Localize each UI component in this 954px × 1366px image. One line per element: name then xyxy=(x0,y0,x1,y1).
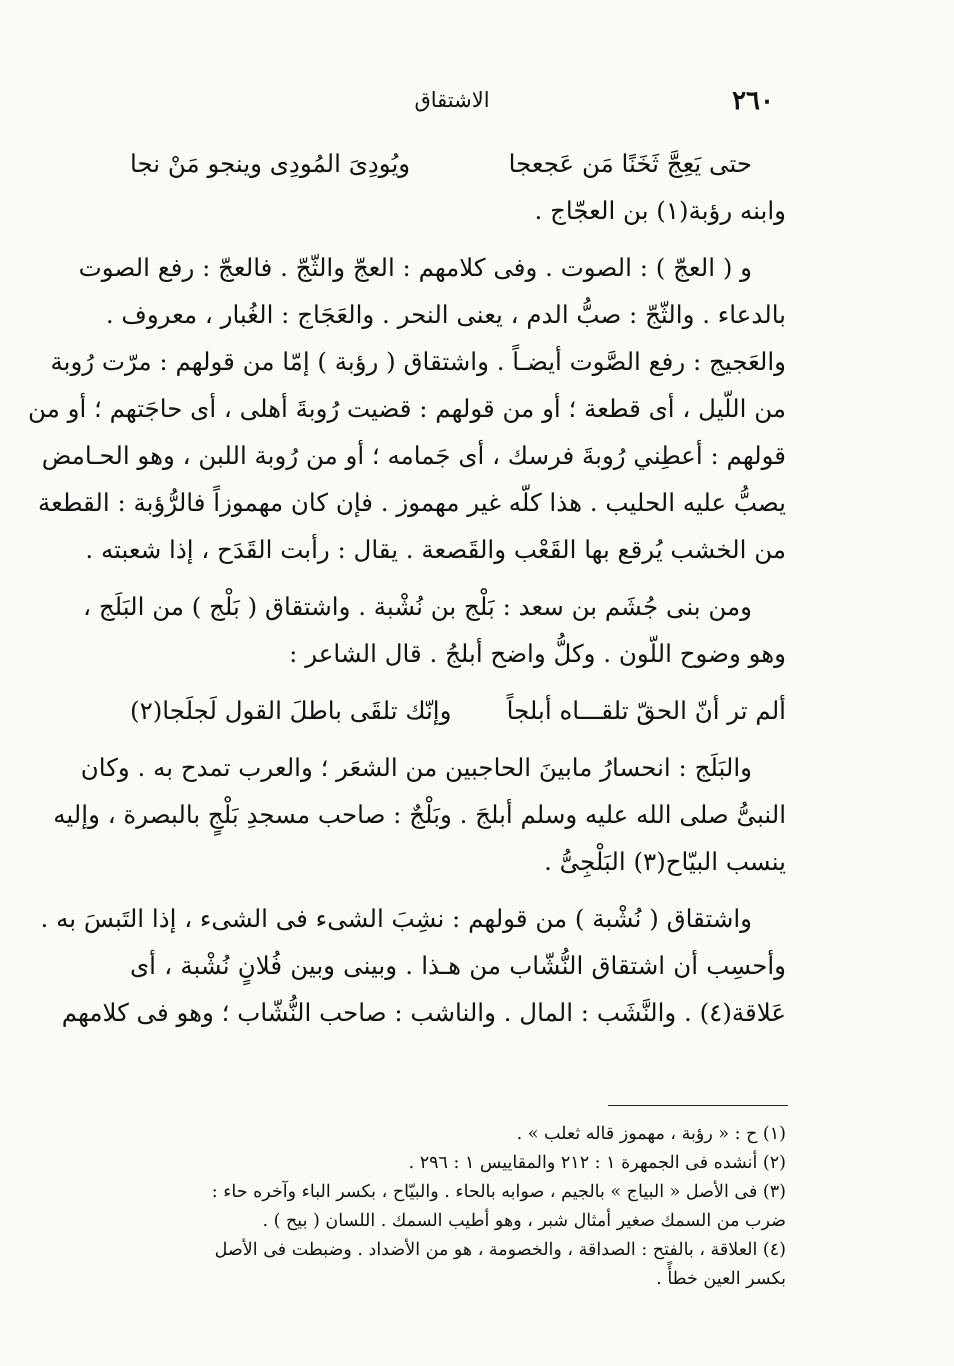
text-line: واشتقاق ( نُشْبة ) من قولهم : نشِبَ الشىء فى الشىء ، إذا التَبسَ به . xyxy=(40,904,752,933)
footnote: (٣) فى الأصل « البياج » بالجيم ، صوابه بالحاء . والبيّاح ، بكسر الباء وآخره حاء : xyxy=(211,1182,786,1202)
footnote: (١) ح : « رؤبة ، مهموز قاله ثعلب » . xyxy=(516,1124,786,1144)
text-line: وابنه رؤبة(١) بن العجّاج . xyxy=(534,196,786,225)
footnote-separator xyxy=(608,1105,788,1106)
text-line: ينسب البيّاح(٣) البَلْجِىُّ . xyxy=(544,847,786,876)
footnote-continuation: ضرب من السمك صغير أمثال شبر ، وهو أطيب السمك . اللسان ( بيح ) . xyxy=(262,1211,786,1231)
text-line: والعَجيج : رفع الصَّوت أيضـاً . واشتقاق ( رؤبة ) إمّا من قولهم : مرّت رُوبة xyxy=(50,347,786,376)
text-line: عَلاقة(٤) . والنَّشَب : المال . والناشب : صاحب النُّشّاب ؛ وهو فى كلامهم xyxy=(61,998,786,1027)
main-text xyxy=(28,140,786,1036)
page-header xyxy=(130,86,774,120)
verse-couplet xyxy=(130,140,786,187)
text-line: من اللّيل ، أى قطعة ؛ أو من قولهم : قضيت رُوبةَ أهلى ، أى حاجَتهم ؛ أو من xyxy=(28,394,786,423)
verse-first-hemistich: ألم تر أنّ الحقّ تلقـــاه أبلجاً xyxy=(506,696,786,725)
text-line: وهو وضوح اللّون . وكلُّ واضح أبلجُ . قال الشاعر : xyxy=(289,639,786,668)
verse-second-hemistich: وإنّك تلقَى باطلَ القول لَجلَجا(٢) xyxy=(130,696,452,725)
page-number: ٢٦٠ xyxy=(732,86,774,116)
footnote: (٢) أنشده فى الجمهرة ١ : ٢١٢ والمقاييس ١ : ٢٩٦ . xyxy=(408,1153,786,1173)
text-line: يصبُّ عليه الحليب . هذا كلّه غير مهموز . فإن كان مهموزاً فالرُّؤبة : القطعة xyxy=(37,488,786,517)
verse-first-hemistich: حتى يَعِجَّ ثَخَنًا مَن عَجعجا xyxy=(508,149,752,178)
footnote: (٤) العلاقة ، بالفتح : الصداقة ، والخصومة ، هو من الأضداد . وضبطت فى الأصل xyxy=(214,1240,786,1260)
text-line: من الخشب يُرقع بها القَعْب والقَصعة . يقال : رأبت القَدَح ، إذا شعبته . xyxy=(85,535,786,564)
text-line: النبىُّ صلى الله عليه وسلم أبلجَ . وبَلْجٌ : صاحب مسجدِ بَلْجٍ بالبصرة ، وإليه xyxy=(53,800,786,829)
text-line: و ( العجّ ) : الصوت . وفى كلامهم : العجّ والثّجّ . فالعجّ : رفع الصوت xyxy=(78,253,752,282)
footnote-continuation: بكسر العين خطأً . xyxy=(656,1269,786,1289)
text-line: والبَلَج : انحسارُ مابينَ الحاجبين من الشعَر ؛ والعرب تمدح به . وكان xyxy=(80,753,752,782)
running-title: الاشتقاق xyxy=(414,88,490,112)
text-line: بالدعاء . والثّجّ : صبُّ الدم ، يعنى النحر . والعَجَاج : الغُبار ، معروف . xyxy=(105,300,786,329)
text-line: قولهم : أعطِني رُوبةَ فرسك ، أى جَمامه ؛ أو من رُوبة اللبن ، وهو الحـامض xyxy=(41,441,786,470)
verse-couplet xyxy=(130,687,786,734)
footnotes xyxy=(130,1120,786,1294)
text-line: وأحسِب أن اشتقاق النُّشّاب من هـذا . وبينى وبين فُلانٍ نُشْبة ، أى xyxy=(130,951,786,980)
verse-second-hemistich: ويُودِىَ المُودِى وينجو مَنْ نجا xyxy=(130,149,411,178)
text-line: ومن بنى جُشَم بن سعد : بَلْج بن نُشْبة . واشتقاق ( بَلْج ) من البَلَج ، xyxy=(83,592,752,621)
